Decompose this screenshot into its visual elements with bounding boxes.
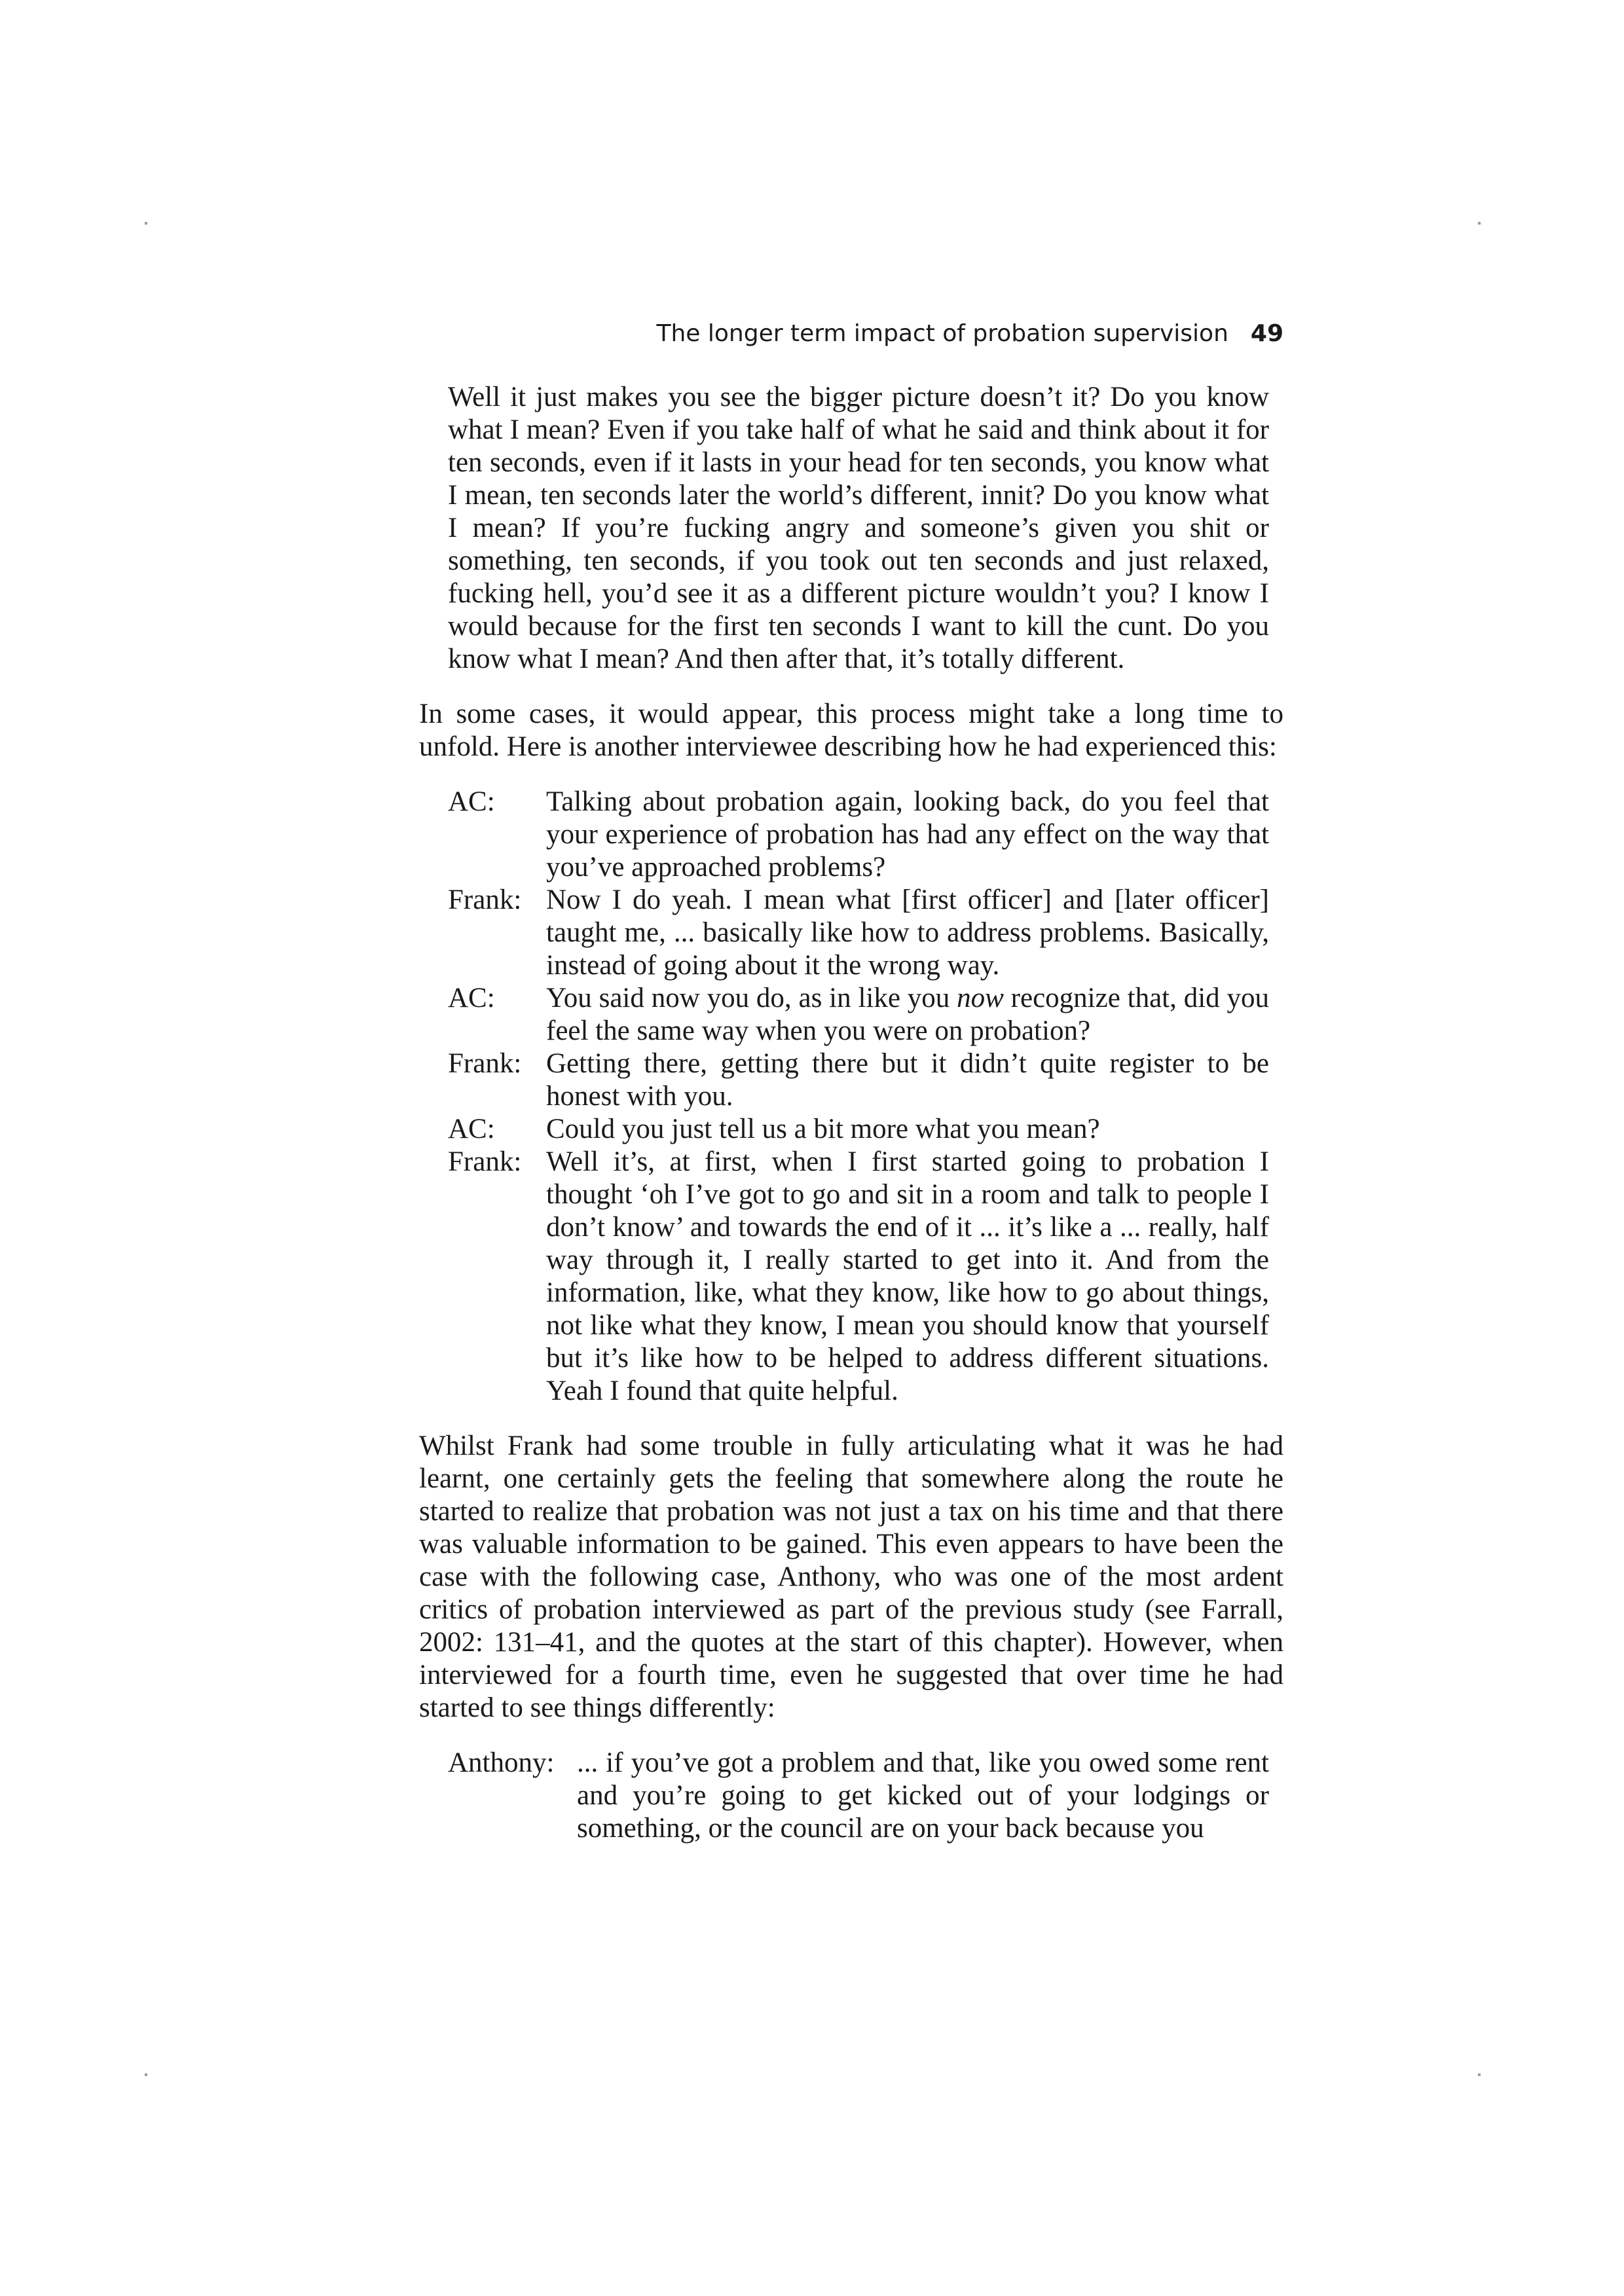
speaker-label: Frank: xyxy=(448,1146,522,1177)
utterance-text: You said now you do, as in like you xyxy=(546,983,957,1013)
body-paragraph-1: In some cases, it would appear, this process might take a long time to unfold. Here is another interviewee describing how he had experienced this: xyxy=(419,699,1283,762)
utterance: ... if you’ve got a problem and that, like you owed some rent and you’re going to get kicked out of your lodgings or something, or the council are on your back because you xyxy=(577,1747,1269,1844)
speaker-label: AC: xyxy=(448,983,495,1013)
dialogue-turn xyxy=(448,786,1269,884)
utterance: Talking about probation again, looking back, do you feel that your experience of probation has had any effect on the way that you’ve approached problems? xyxy=(546,786,1269,883)
page-number: 49 xyxy=(1250,320,1283,347)
crop-mark-bottom-left xyxy=(145,2073,147,2076)
block-quote: Well it just makes you see the bigger picture doesn’t it? Do you know what I mean? Even if you take half of what he said and think about it for ten seconds, even if it lasts in your head for ten seconds, you know what I mean, ten seconds later the world’s different, innit? Do you know what I mean? If you’re fucking angry and someone’s given you shit or something, ten seconds, if you took out ten seconds and just relaxed, fucking hell, you’d see it as a different picture wouldn’t you? I know I would because for the first ten seconds I want to kill the cunt. Do you know what I mean? And then after that, it’s totally different. xyxy=(448,382,1269,674)
body-paragraph-2: Whilst Frank had some trouble in fully articulating what it was he had learnt, one certainly gets the feeling that somewhere along the route he started to realize that probation was not just a tax on his time and that there was valuable information to be gained. This even appears to have been the case with the following case, Anthony, who was one of the most ardent critics of probation interviewed as part of the previous study (see Farrall, 2002: 131–41, and the quotes at the start of this chapter). However, when interviewed for a fourth time, even he suggested that over time he had started to see things differently: xyxy=(419,1430,1283,1723)
speaker-label: Frank: xyxy=(448,884,522,915)
utterance: Now I do yeah. I mean what [first officer] and [later officer] taught me, ... basically like how to address problems. Basically, instead of going about it the wrong way. xyxy=(546,884,1269,981)
speaker-label: AC: xyxy=(448,1114,495,1144)
running-head xyxy=(419,317,1283,351)
crop-mark-bottom-right xyxy=(1478,2073,1481,2076)
dialogue-turn xyxy=(448,1146,1269,1408)
dialogue-turn xyxy=(448,982,1269,1048)
speaker-label: AC: xyxy=(448,786,495,817)
utterance: Getting there, getting there but it didn’t quite register to be honest with you. xyxy=(546,1048,1269,1112)
interview-excerpt-anthony xyxy=(448,1747,1269,1845)
dialogue-turn xyxy=(448,884,1269,982)
dialogue-turn xyxy=(448,1747,1269,1845)
utterance-text: recognize that, did you feel the same way when you were on probation? xyxy=(546,983,1269,1046)
running-title: The longer term impact of probation supervision xyxy=(656,320,1228,347)
interview-excerpt-frank xyxy=(448,786,1269,1408)
crop-mark-top-right xyxy=(1478,222,1481,225)
speaker-label: Anthony: xyxy=(448,1747,555,1778)
crop-mark-top-left xyxy=(145,222,147,225)
utterance xyxy=(546,982,1269,1048)
utterance: Could you just tell us a bit more what you mean? xyxy=(546,1114,1100,1144)
page-body xyxy=(419,381,1283,1867)
emphasized-word: now xyxy=(957,983,1004,1013)
dialogue-turn xyxy=(448,1048,1269,1113)
dialogue-turn xyxy=(448,1113,1269,1146)
utterance: Well it’s, at first, when I first started going to probation I thought ‘oh I’ve got to go and sit in a room and talk to people I don’t know’ and towards the end of it ... it’s like a ... really, half way through it, I really started to get into it. And from the information, like, what they know, like how to go about things, not like what they know, I mean you should know that yourself but it’s like how to be helped to address different situations. Yeah I found that quite helpful. xyxy=(546,1146,1269,1406)
speaker-label: Frank: xyxy=(448,1048,522,1079)
